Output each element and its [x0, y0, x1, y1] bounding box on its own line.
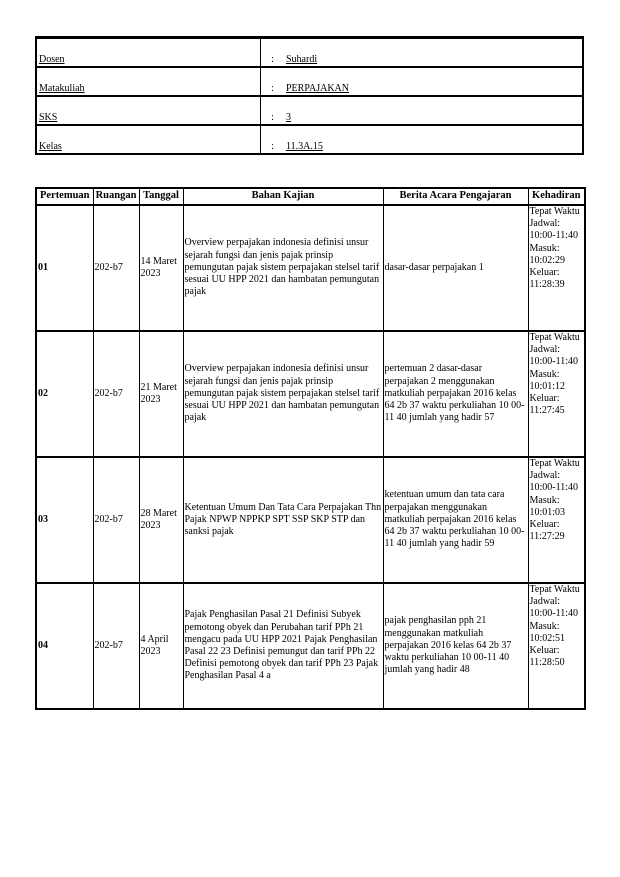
- header-tanggal: Tanggal: [139, 188, 183, 205]
- cell-berita-acara: pertemuan 2 dasar-dasar perpajakan 2 menggunakan matkuliah perpajakan 2016 kelas 64 2b 37 waktu perkuliahan 10 00-11 40 jumlah yang hadir 57: [383, 331, 528, 457]
- table-row: [36, 205, 585, 331]
- attendance-status: Tepat Waktu: [529, 206, 580, 217]
- check-out-time: 11:27:29: [529, 531, 565, 543]
- schedule-time: 10:00-11:40: [529, 356, 579, 368]
- check-in-label: Masuk:: [529, 368, 560, 380]
- cell-berita-acara: ketentuan umum dan tata cara perpajakan menggunakan matkuliah perpajakan 2016 kelas 64 2b 37 waktu perkuliahan 10 00-11 40 jumlah yang hadir 59: [383, 457, 528, 583]
- check-in-label: Masuk:: [529, 494, 560, 506]
- cell-bahan-kajian: Pajak Penghasilan Pasal 21 Definisi Subyek pemotong obyek dan Perubahan tarif PPh 21 mengacu pada UU HPP 2021 Pajak Penghasilan Pasal 22 23 Definisi pemungut dan tarif PPh 22 Definisi pemotong obyek dan tarif PPh 23 Pajak Penghasilan Pasal 4 a: [183, 583, 383, 709]
- cell-ruangan: 202-b7: [93, 457, 139, 583]
- cell-ruangan: 202-b7: [93, 205, 139, 331]
- header-kehadiran: Kehadiran: [528, 188, 585, 205]
- cell-pertemuan: 03: [36, 457, 93, 583]
- cell-ruangan: 202-b7: [93, 331, 139, 457]
- schedule-label: Jadwal:: [529, 596, 561, 608]
- cell-tanggal: 4 April 2023: [139, 583, 183, 709]
- table-row: [36, 583, 585, 709]
- info-key: Kelas: [36, 125, 261, 154]
- header-ruangan: Ruangan: [93, 188, 139, 205]
- check-in-label: Masuk:: [529, 620, 560, 632]
- cell-bahan-kajian: Ketentuan Umum Dan Tata Cara Perpajakan Thn Pajak NPWP NPPKP SPT SSP SKP STP dan sanksi pajak: [183, 457, 383, 583]
- schedule-time: 10:00-11:40: [529, 230, 579, 242]
- table-header-row: [36, 188, 585, 205]
- cell-tanggal: 14 Maret 2023: [139, 205, 183, 331]
- cell-kehadiran: [528, 583, 585, 709]
- cell-tanggal: 21 Maret 2023: [139, 331, 183, 457]
- table-row: [36, 457, 585, 583]
- attendance-status: Tepat Waktu: [529, 584, 580, 595]
- check-in-label: Masuk:: [529, 242, 560, 254]
- schedule-label: Jadwal:: [529, 344, 561, 356]
- cell-ruangan: 202-b7: [93, 583, 139, 709]
- cell-pertemuan: 04: [36, 583, 93, 709]
- schedule-time: 10:00-11:40: [529, 608, 579, 620]
- attendance-status: Tepat Waktu: [529, 458, 580, 469]
- info-colon: :: [261, 67, 285, 96]
- info-colon: :: [261, 125, 285, 154]
- check-out-label: Keluar:: [529, 393, 560, 405]
- schedule-label: Jadwal:: [529, 218, 561, 230]
- check-out-time: 11:28:39: [529, 279, 565, 291]
- check-out-label: Keluar:: [529, 645, 560, 657]
- cell-kehadiran: [528, 457, 585, 583]
- header-berita-acara: Berita Acara Pengajaran: [383, 188, 528, 205]
- check-out-time: 11:28:50: [529, 657, 565, 669]
- header-bahan-kajian: Bahan Kajian: [183, 188, 383, 205]
- cell-berita-acara: dasar-dasar perpajakan 1: [383, 205, 528, 331]
- schedule-time: 10:00-11:40: [529, 482, 579, 494]
- course-info-table: [35, 36, 584, 155]
- info-key: Matakuliah: [36, 67, 261, 96]
- info-row-kelas: [36, 125, 583, 154]
- header-pertemuan: Pertemuan: [36, 188, 93, 205]
- cell-pertemuan: 02: [36, 331, 93, 457]
- info-colon: :: [261, 38, 285, 68]
- info-row-matakuliah: [36, 67, 583, 96]
- info-value: Suhardi: [284, 38, 583, 68]
- cell-kehadiran: [528, 331, 585, 457]
- info-colon: :: [261, 96, 285, 125]
- check-out-label: Keluar:: [529, 519, 560, 531]
- check-out-label: Keluar:: [529, 267, 560, 279]
- cell-bahan-kajian: Overview perpajakan indonesia definisi unsur sejarah fungsi dan jenis pajak prinsip pemungutan pajak sistem perpajakan stelsel tarif sesuai UU HPP 2021 dan hambatan pemungutan pajak: [183, 331, 383, 457]
- info-row-dosen: [36, 38, 583, 68]
- info-value: PERPAJAKAN: [284, 67, 583, 96]
- check-in-time: 10:01:03: [529, 506, 566, 518]
- info-key: SKS: [36, 96, 261, 125]
- cell-bahan-kajian: Overview perpajakan indonesia definisi unsur sejarah fungsi dan jenis pajak prinsip pemungutan pajak sistem perpajakan stelsel tarif sesuai UU HPP 2021 dan hambatan pemungutan pajak: [183, 205, 383, 331]
- info-key: Dosen: [36, 38, 261, 68]
- cell-tanggal: 28 Maret 2023: [139, 457, 183, 583]
- cell-berita-acara: pajak penghasilan pph 21 menggunakan matkuliah perpajakan 2016 kelas 64 2b 37 waktu perkuliahan 10 00-11 40 jumlah yang hadir 48: [383, 583, 528, 709]
- info-value: 3: [284, 96, 583, 125]
- check-out-time: 11:27:45: [529, 405, 565, 417]
- cell-kehadiran: [528, 205, 585, 331]
- check-in-time: 10:02:29: [529, 254, 566, 266]
- attendance-status: Tepat Waktu: [529, 332, 580, 343]
- check-in-time: 10:01:12: [529, 380, 566, 392]
- meeting-table: [35, 187, 586, 710]
- info-value: 11.3A.15: [284, 125, 583, 154]
- check-in-time: 10:02:51: [529, 632, 566, 644]
- table-row: [36, 331, 585, 457]
- schedule-label: Jadwal:: [529, 470, 561, 482]
- cell-pertemuan: 01: [36, 205, 93, 331]
- info-row-sks: [36, 96, 583, 125]
